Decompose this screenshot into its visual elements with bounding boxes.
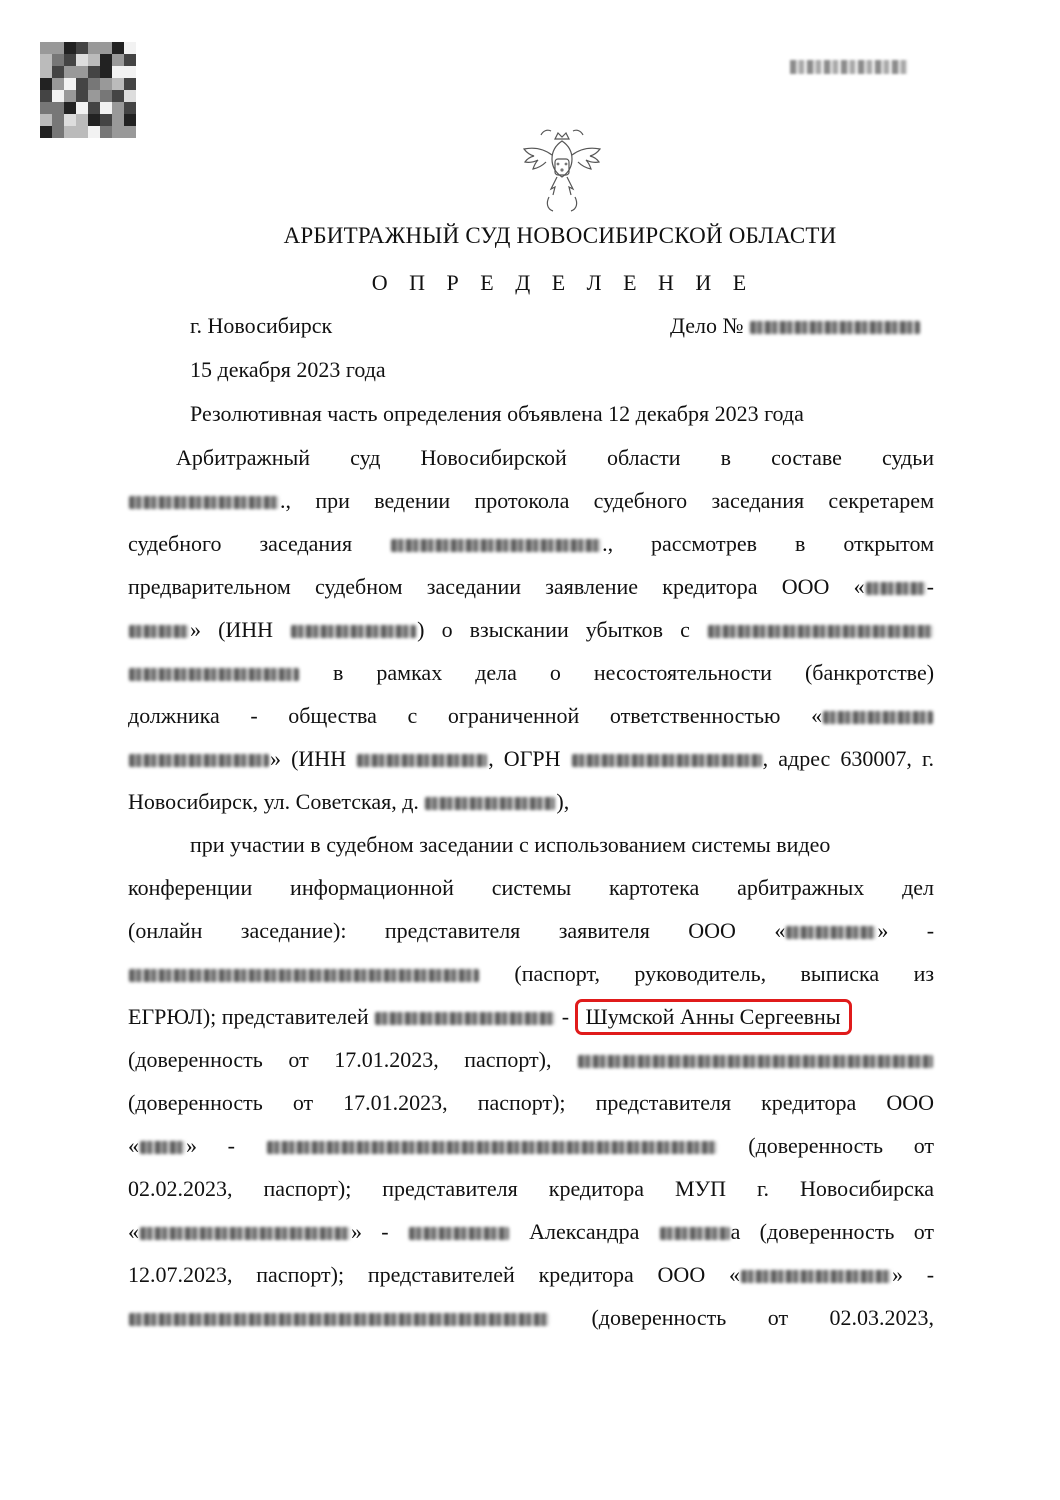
redacted-defendant-name (129, 668, 299, 681)
redacted-judge-name (129, 496, 279, 509)
redacted-address (425, 797, 555, 810)
redacted-representative-name (375, 1012, 555, 1025)
city: г. Новосибирск (190, 313, 333, 338)
paragraph-line: (доверенность от 17.01.2023, паспорт); представителя кредитора ООО (128, 1090, 934, 1115)
redacted-representative-name (267, 1141, 717, 1154)
paragraph-participants (128, 823, 934, 1339)
redacted-creditor-name (866, 582, 926, 595)
redacted-representative-name (578, 1055, 933, 1068)
document-type: О П Р Е Д Е Л Е Н И Е (371, 270, 755, 295)
paragraph-line: « » - Александра а (доверенность от (128, 1219, 935, 1244)
paragraph-line: предварительном судебном заседании заявление кредитора ООО « - (128, 574, 934, 599)
paragraph-line: 12.07.2023, паспорт); представителей кредитора ООО « » - (128, 1262, 935, 1287)
paragraph-line: » (ИНН , ОГРН , адрес 630007, г. (128, 737, 934, 780)
redacted-patronymic (660, 1227, 730, 1240)
redacted-debtor-name (129, 754, 269, 767)
case-number (670, 313, 921, 339)
paragraph-line: (доверенность от 17.01.2023, паспорт), (128, 1038, 934, 1081)
paragraph-line: (доверенность от 02.03.2023, (128, 1296, 934, 1339)
redacted-inn (357, 754, 487, 767)
paragraph-line: 02.02.2023, паспорт); представителя кредитора МУП г. Новосибирска (128, 1176, 935, 1201)
case-label: Дело № (670, 313, 744, 338)
qr-code-icon (40, 42, 136, 138)
redacted-debtor-name (823, 711, 933, 724)
document-code (790, 60, 908, 74)
redacted-creditor-name (140, 1141, 185, 1154)
redacted-secretary-name (391, 539, 601, 552)
redacted-creditor-name (129, 625, 189, 638)
paragraph-line: (онлайн заседание): представителя заявителя ООО « » - (128, 918, 935, 943)
resolution-note: Резолютивная часть определения объявлена 12 декабря 2023 года (190, 401, 804, 426)
redacted-case-number (750, 321, 920, 334)
paragraph-line: (паспорт, руководитель, выписка из (128, 952, 934, 995)
paragraph-line: Новосибирск, ул. Советская, д. ), (128, 789, 570, 814)
redacted-applicant-name (786, 926, 876, 939)
redacted-representative-name (409, 1227, 509, 1240)
paragraph-line: ЕГРЮЛ); представителей - Шумской Анны Сергеевны (128, 995, 934, 1038)
paragraph-composition (128, 436, 934, 823)
redacted-representative-name (129, 969, 479, 982)
redacted-creditor-name (741, 1270, 891, 1283)
document-date: 15 декабря 2023 года (190, 357, 386, 382)
paragraph-line: при участии в судебном заседании с использованием системы видео (190, 832, 831, 857)
paragraph-line: конференции информационной системы картотека арбитражных дел (128, 875, 935, 900)
court-name: АРБИТРАЖНЫЙ СУД НОВОСИБИРСКОЙ ОБЛАСТИ (283, 223, 837, 248)
highlighted-representative-name: Шумской Анны Сергеевны (575, 999, 852, 1035)
redacted-representative-name (129, 1313, 549, 1326)
paragraph-line: » (ИНН ) о взыскании убытков с (128, 608, 934, 651)
paragraph-line: должника - общества с ограниченной ответственностью « (128, 694, 934, 737)
redacted-creditor-name (140, 1227, 350, 1240)
redacted-ogrn (572, 754, 762, 767)
paragraph-line: судебного заседания ., рассмотрев в открытом (128, 531, 934, 556)
paragraph-line: ., при ведении протокола судебного заседания секретарем (128, 479, 934, 522)
redacted-defendant-name (708, 625, 933, 638)
redacted-inn (291, 625, 416, 638)
paragraph-line: Арбитражный суд Новосибирской области в составе судьи (176, 445, 935, 470)
paragraph-line: « » - (доверенность от (128, 1133, 935, 1158)
paragraph-line: в рамках дела о несостоятельности (банкротстве) (128, 651, 934, 694)
russian-coat-of-arms-icon (519, 125, 605, 217)
